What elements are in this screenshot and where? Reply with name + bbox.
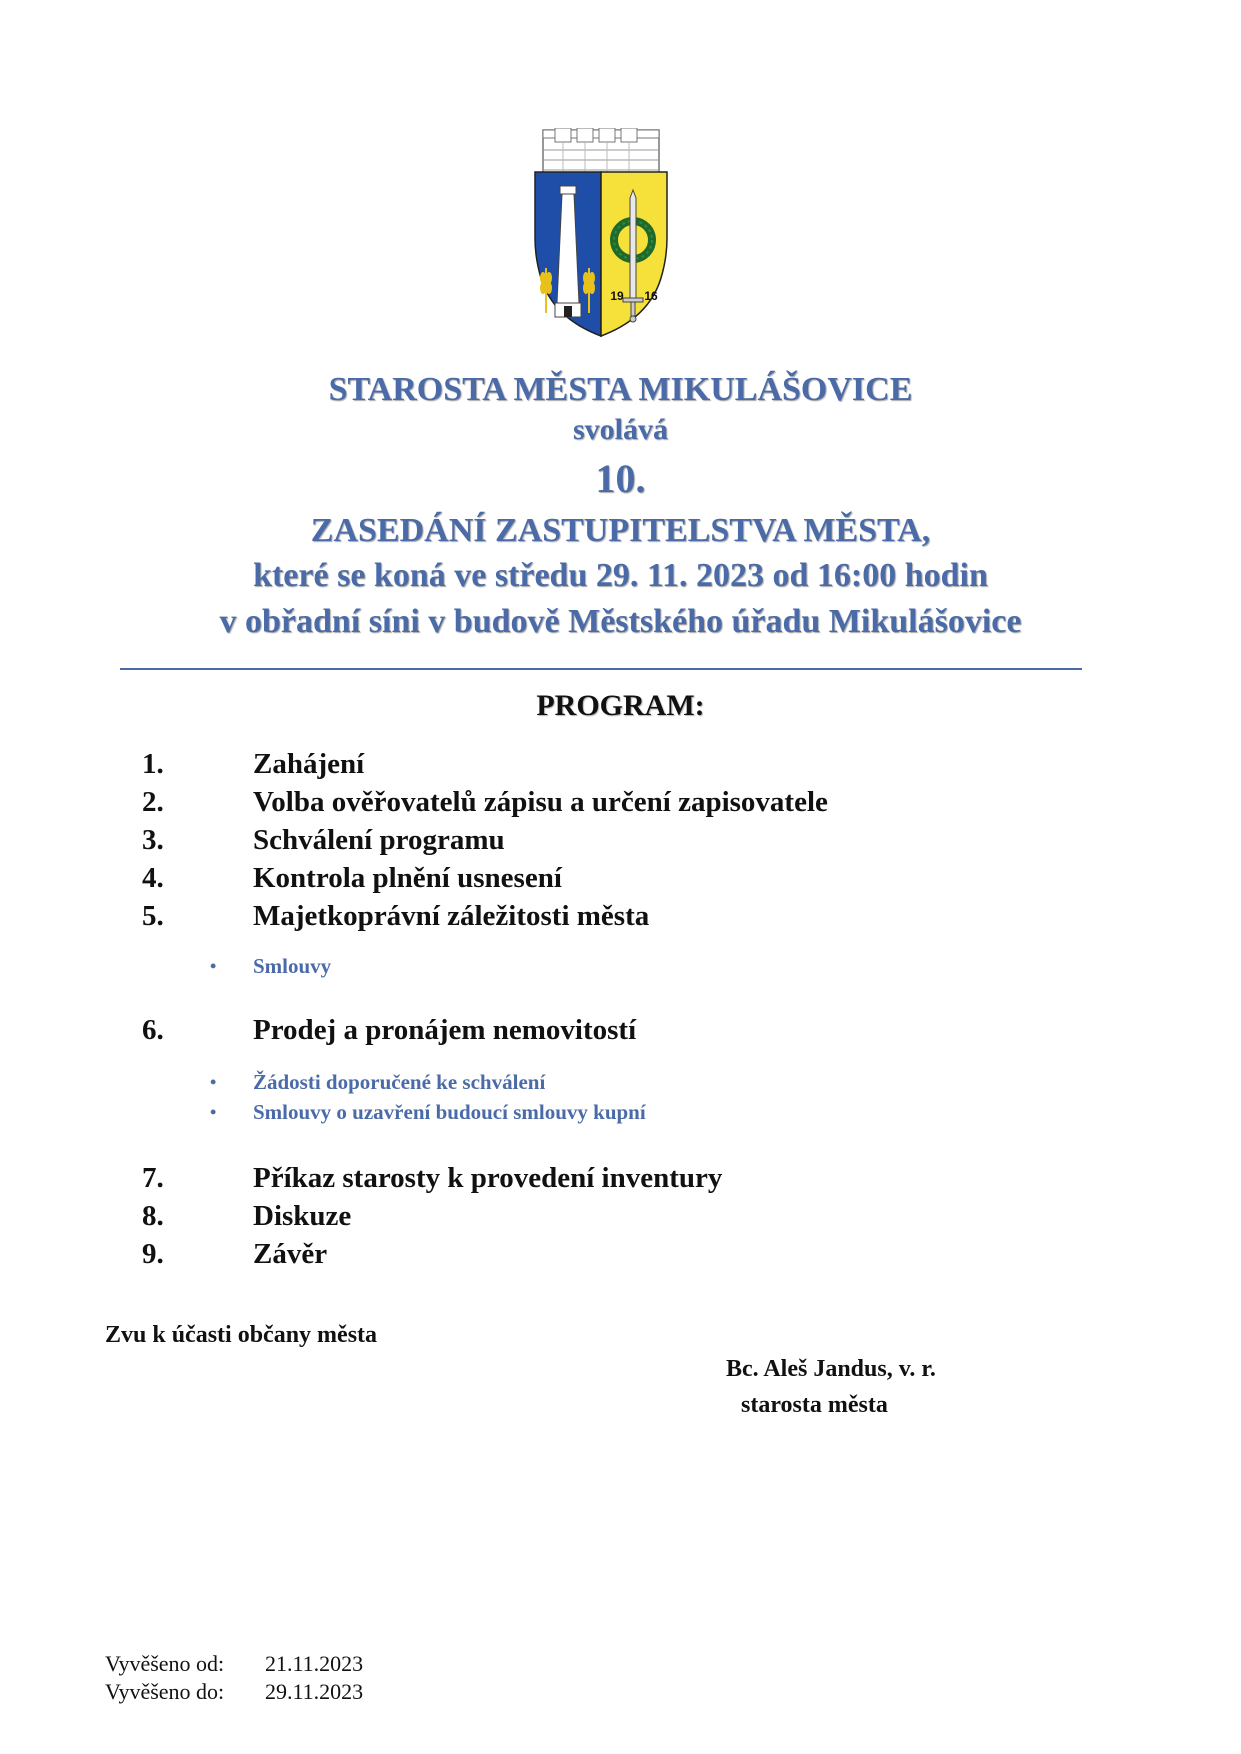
posted-from-value: 21.11.2023 bbox=[265, 1651, 364, 1676]
coat-of-arms bbox=[533, 128, 669, 340]
session-number: 10. bbox=[595, 456, 646, 501]
convenes-text: svolává bbox=[572, 413, 668, 446]
item-text: Závěr bbox=[253, 1238, 328, 1270]
item-text: Příkaz starosty k provedení inventury bbox=[253, 1162, 723, 1194]
subitem-text: Smlouvy o uzavření budoucí smlouvy kupní bbox=[253, 1100, 646, 1124]
item-text: Kontrola plnění usnesení bbox=[253, 862, 562, 894]
mayor-title: STAROSTA MĚSTA MIKULÁŠOVICE bbox=[328, 371, 913, 408]
subitem-text: Smlouvy bbox=[253, 954, 332, 978]
session-location: v obřadní síni v budově Městského úřadu Mikulášovice bbox=[219, 603, 1022, 640]
year-right: 16 bbox=[644, 289, 658, 303]
item-number: 6. bbox=[142, 1014, 164, 1046]
item-number: 3. bbox=[142, 824, 164, 856]
item-number: 2. bbox=[142, 786, 164, 818]
session-date: které se koná ve středu 29. 11. 2023 od 16:00 hodin bbox=[253, 557, 988, 594]
item-text: Majetkoprávní záležitosti města bbox=[253, 900, 650, 932]
item-number: 7. bbox=[142, 1162, 164, 1194]
bullet-icon: • bbox=[210, 1072, 217, 1092]
item-text: Volba ověřovatelů zápisu a určení zapisovatele bbox=[253, 786, 828, 818]
signature-role: starosta města bbox=[741, 1392, 888, 1418]
item-text: Schválení programu bbox=[253, 824, 505, 856]
year-left: 19 bbox=[610, 289, 624, 303]
session-title: ZASEDÁNÍ ZASTUPITELSTVA MĚSTA, bbox=[310, 512, 931, 549]
item-text: Zahájení bbox=[253, 748, 365, 780]
bullet-icon: • bbox=[210, 1102, 217, 1122]
item-number: 5. bbox=[142, 900, 164, 932]
item-text: Diskuze bbox=[253, 1200, 352, 1232]
item-text: Prodej a pronájem nemovitostí bbox=[253, 1014, 637, 1046]
item-number: 8. bbox=[142, 1200, 164, 1232]
posted-from-label: Vyvěšeno od: bbox=[105, 1651, 225, 1676]
invitation-text: Zvu k účasti občany města bbox=[105, 1322, 378, 1348]
bullet-icon: • bbox=[210, 956, 217, 976]
item-number: 4. bbox=[142, 862, 164, 894]
subitem-text: Žádosti doporučené ke schválení bbox=[253, 1070, 546, 1094]
signature-name: Bc. Aleš Jandus, v. r. bbox=[726, 1356, 936, 1382]
program-title: PROGRAM: bbox=[536, 689, 705, 722]
divider bbox=[120, 668, 1082, 670]
posted-to-value: 29.11.2023 bbox=[265, 1679, 364, 1704]
item-number: 1. bbox=[142, 748, 164, 780]
posted-to-label: Vyvěšeno do: bbox=[105, 1679, 225, 1704]
item-number: 9. bbox=[142, 1238, 164, 1270]
